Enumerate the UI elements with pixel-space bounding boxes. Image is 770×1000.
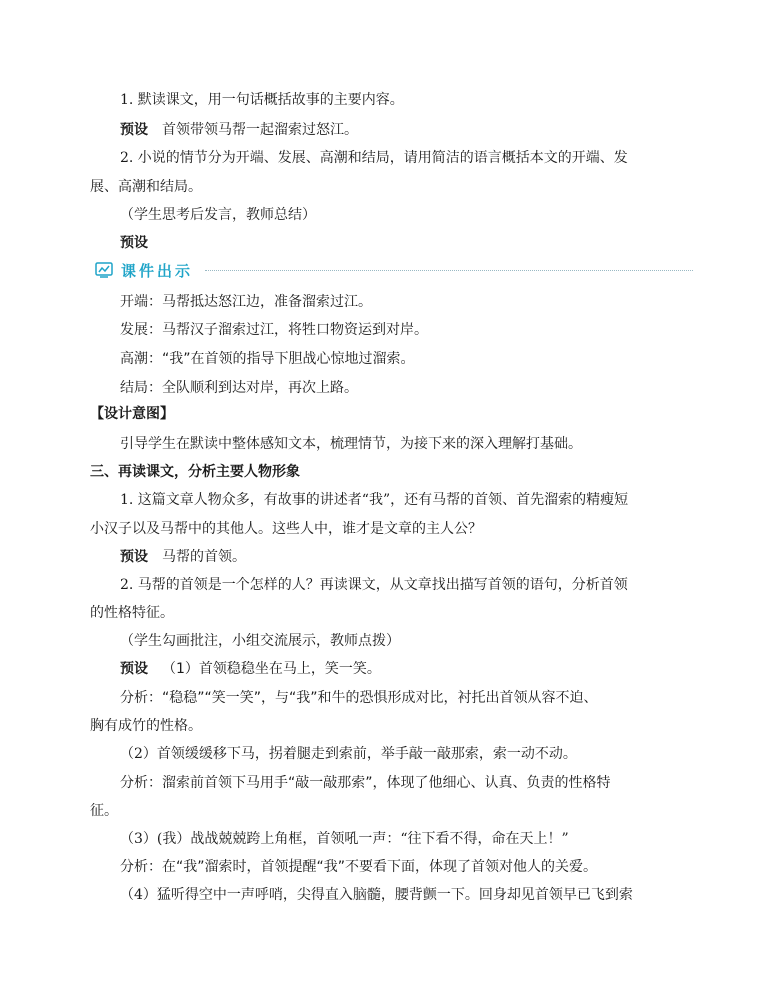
question-2-line-2: 展、高潮和结局。 <box>90 179 202 195</box>
preset-label: 预设 <box>120 661 148 677</box>
preset-text: 马帮的首领。 <box>162 549 246 565</box>
analysis-2-line-2: 征。 <box>90 803 118 819</box>
header-divider <box>205 270 693 271</box>
example-1-text: （1）首领稳稳坐在马上，笑一笑。 <box>162 661 381 677</box>
example-2: （2）首领缓缓移下马，拐着腿走到索前，举手敲一敲那索，索一动不动。 <box>120 746 577 762</box>
example-3: （3）(我）战战兢兢跨上角框，首领吼一声：“往下看不得，命在天上！” <box>120 831 569 847</box>
courseware-header <box>95 259 693 283</box>
analysis-1-line-2: 胸有成竹的性格。 <box>90 718 202 734</box>
section-3-heading: 三、再读课文，分析主要人物形象 <box>90 464 300 480</box>
analysis-1-line-1: 分析：“稳稳”“笑一笑”，与“我”和牛的恐惧形成对比，衬托出首领从容不迫、 <box>120 690 598 706</box>
courseware-title: 课件出示 <box>121 262 194 280</box>
preset-text: 首领带领马帮一起溜索过怒江。 <box>162 122 358 138</box>
s3-question-2-line-2: 的性格特征。 <box>90 605 174 621</box>
analysis-2-line-1: 分析：溜索前首领下马用手“敲一敲那索”，体现了他细心、认真、负责的性格特 <box>120 775 611 791</box>
answer-2: 预设 <box>120 235 148 251</box>
preset-label: 预设 <box>120 122 148 138</box>
analysis-3: 分析：在“我”溜索时，首领提醒“我”不要看下面，体现了首领对他人的关爱。 <box>120 859 598 875</box>
plot-beginning: 开端：马帮抵达怒江边，准备溜索过江。 <box>120 294 372 310</box>
preset-label: 预设 <box>120 549 148 565</box>
s3-answer-1 <box>120 547 246 567</box>
plot-development: 发展：马帮汉子溜索过江，将牲口物资运到对岸。 <box>120 322 428 338</box>
example-1 <box>120 659 381 679</box>
question-1: 1. 默读课文，用一句话概括故事的主要内容。 <box>120 92 404 108</box>
s3-question-1-line-1: 1. 这篇文章人物众多，有故事的讲述者“我”，还有马帮的首领、首先溜索的精瘦短 <box>120 492 629 508</box>
teacher-note-2: （学生勾画批注，小组交流展示，教师点拨） <box>120 633 400 649</box>
answer-1 <box>120 120 358 140</box>
design-text: 引导学生在默读中整体感知文本，梳理情节，为接下来的深入理解打基础。 <box>120 436 582 452</box>
teacher-note-1: （学生思考后发言，教师总结） <box>120 207 316 223</box>
courseware-icon <box>95 262 113 278</box>
question-2-line-1: 2. 小说的情节分为开端、发展、高潮和结局，请用简洁的语言概括本文的开端、发 <box>120 150 628 166</box>
plot-climax: 高潮：“我”在首领的指导下胆战心惊地过溜索。 <box>120 351 415 367</box>
example-4: （4）猛听得空中一声呼哨，尖得直入脑髓，腰背颤一下。回身却见首领早已飞到索 <box>120 887 633 903</box>
s3-question-1-line-2: 小汉子以及马帮中的其他人。这些人中，谁才是文章的主人公？ <box>90 521 482 537</box>
s3-question-2-line-1: 2. 马帮的首领是一个怎样的人？再读课文，从文章找出描写首领的语句，分析首领 <box>120 577 628 593</box>
plot-ending: 结局：全队顺利到达对岸，再次上路。 <box>120 380 358 396</box>
design-heading: 【设计意图】 <box>90 406 174 422</box>
